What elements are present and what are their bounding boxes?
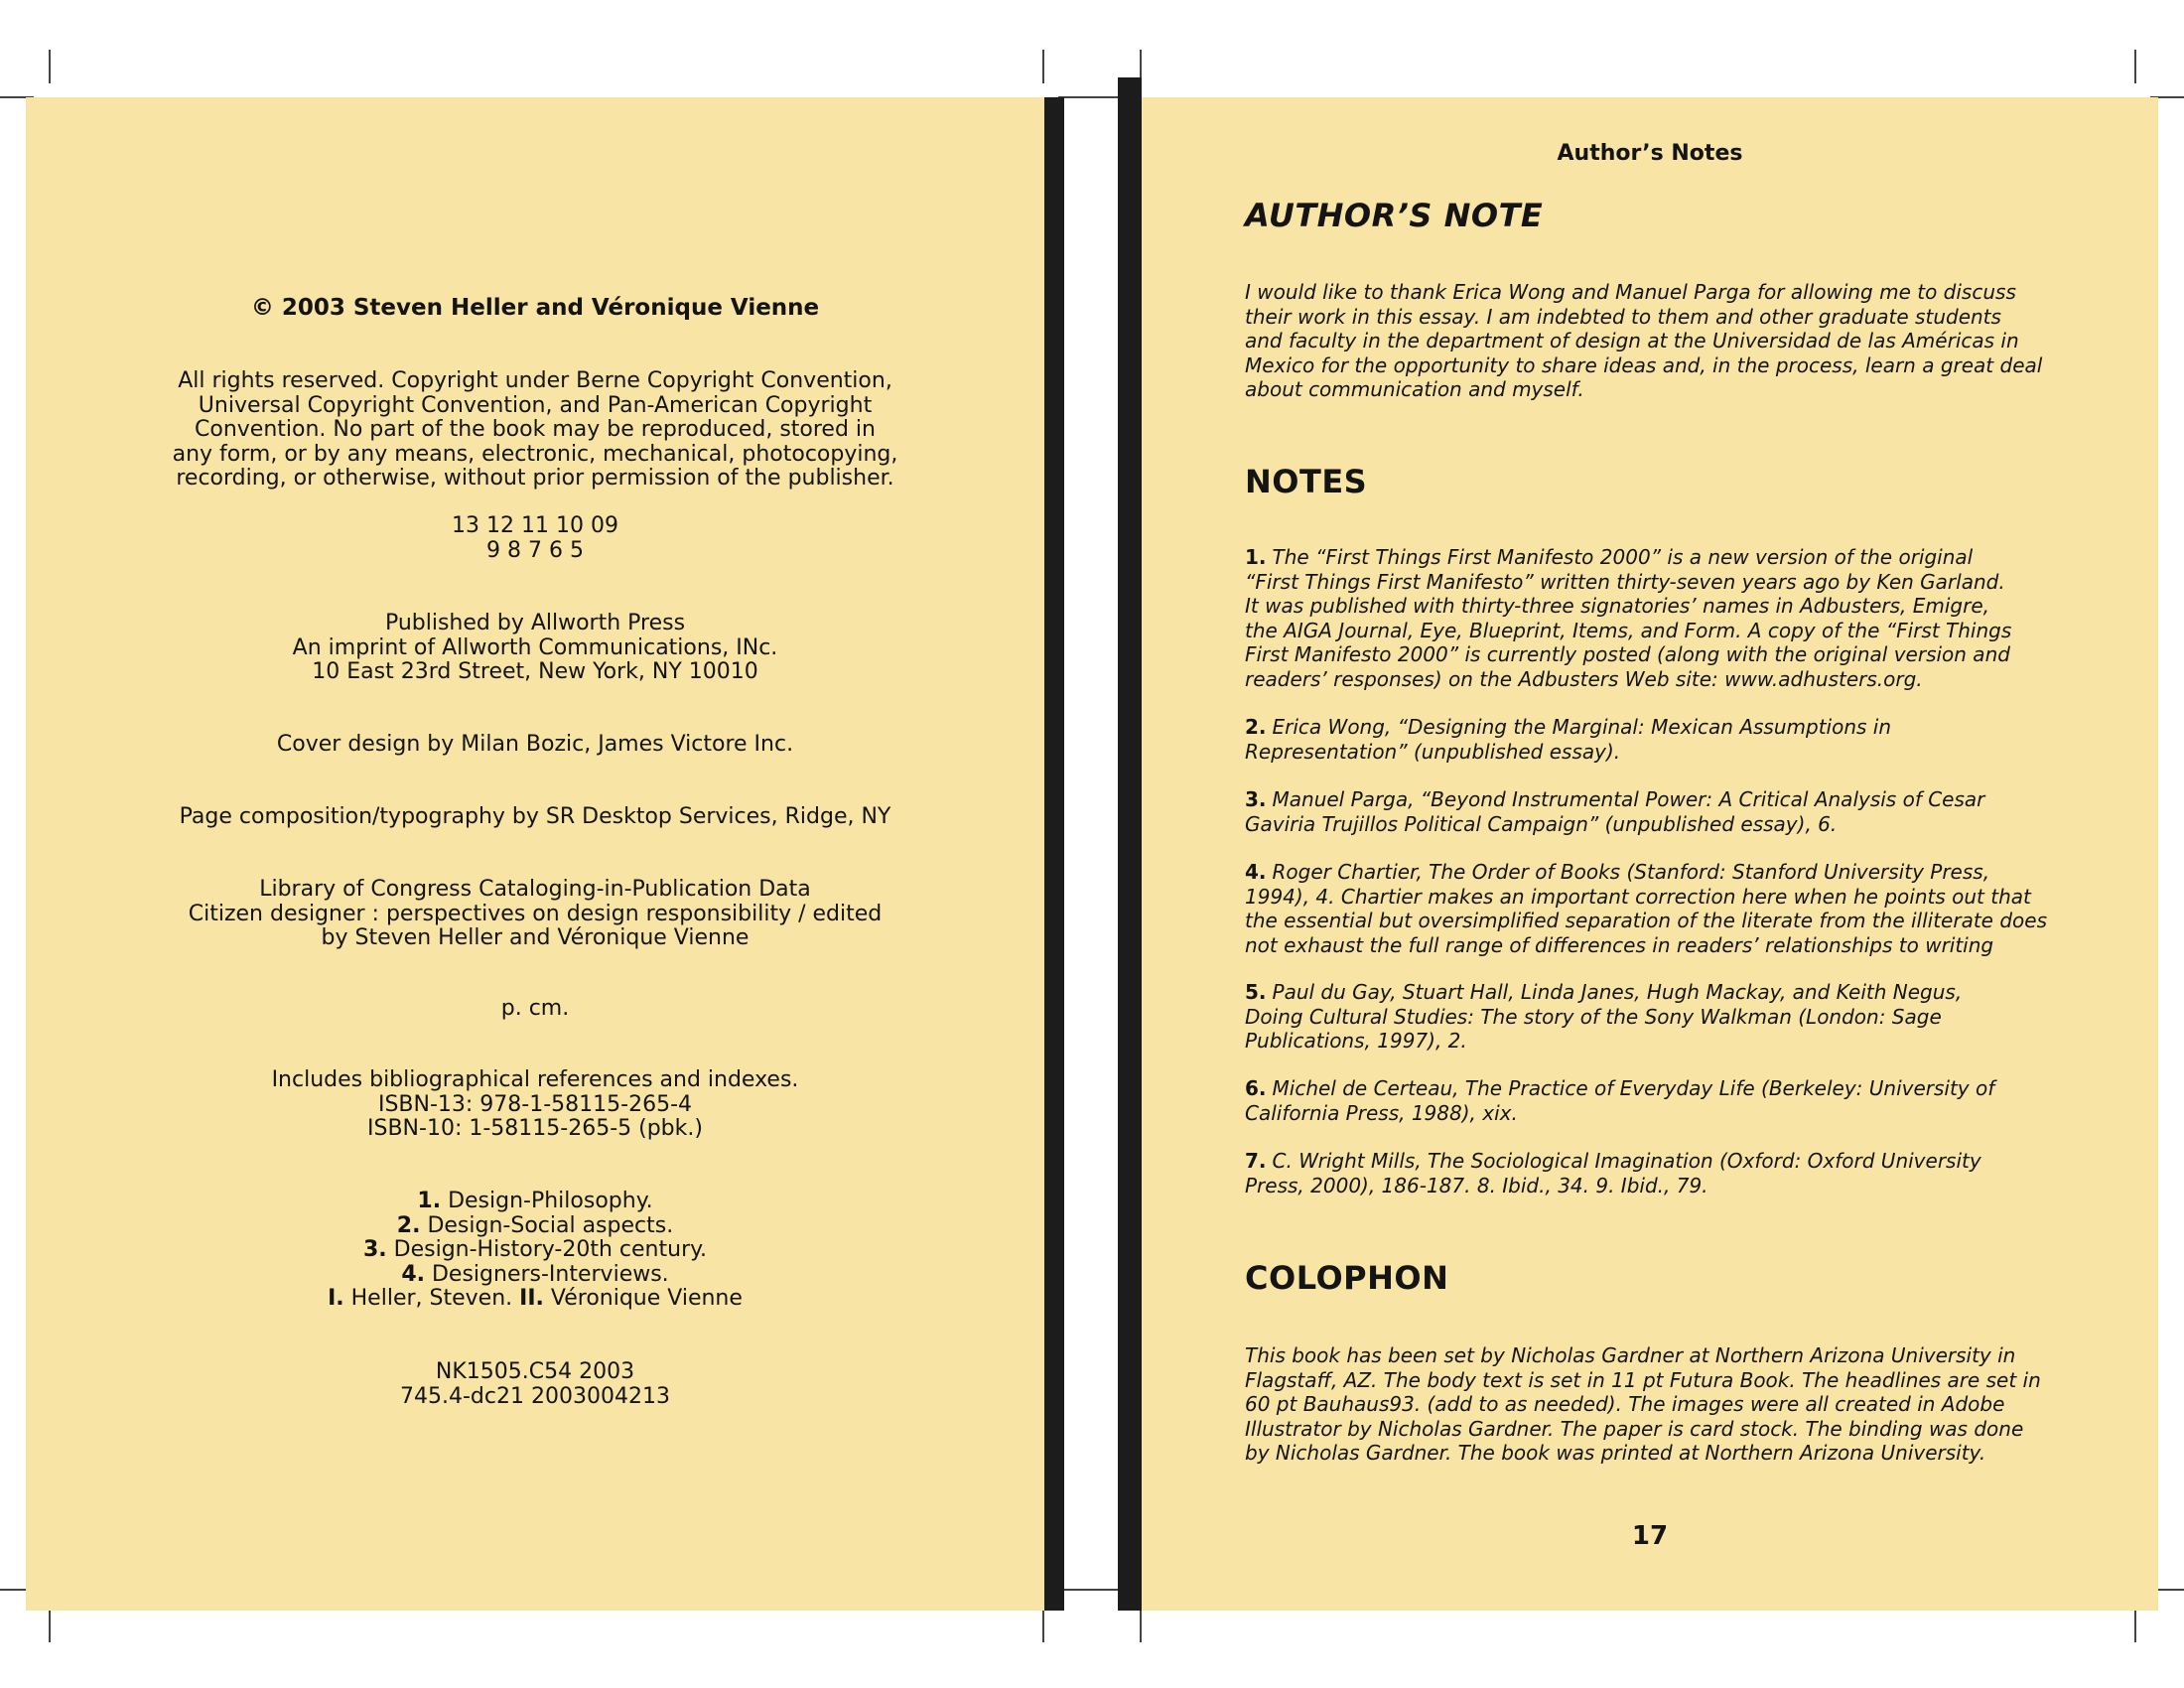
isbn10-line: ISBN-10: 1-58115-265-5 (pbk.) bbox=[367, 1116, 703, 1141]
text-line: Press, 2000), 186-187. 8. Ibid., 34. 9. Ibid., 79. bbox=[1245, 1173, 1708, 1197]
copyright-line: © 2003 Steven Heller and Véronique Vienne bbox=[250, 295, 820, 321]
cover-design-credit: Cover design by Milan Bozic, James Victore Inc. bbox=[276, 732, 794, 757]
text-line: Illustrator by Nicholas Gardner. The paper is card stock. The binding was done bbox=[1245, 1416, 2024, 1441]
author-name: Heller, Steven. bbox=[350, 1286, 513, 1311]
book-spine-right bbox=[1118, 77, 1142, 1611]
note-number: 3. bbox=[1245, 787, 1267, 811]
rights-line: Convention. No part of the book may be reproduced, stored in bbox=[195, 417, 876, 442]
subject-number: 3. bbox=[362, 1237, 387, 1262]
call-number-block bbox=[26, 1360, 1044, 1409]
subject-line bbox=[26, 1238, 1044, 1263]
subject-text: Design-Philosophy. bbox=[448, 1189, 653, 1213]
crop-mark bbox=[1140, 1609, 1142, 1642]
note-number: 5. bbox=[1245, 980, 1267, 1004]
notes-page bbox=[1142, 97, 2158, 1611]
copyright-page bbox=[26, 97, 1044, 1611]
rights-line: recording, or otherwise, without prior permission of the publisher. bbox=[176, 466, 894, 491]
text-line: Publications, 1997), 2. bbox=[1245, 1029, 1467, 1053]
note-number: 6. bbox=[1245, 1076, 1267, 1100]
text-line: about communication and myself. bbox=[1245, 377, 1584, 401]
printing-numbers bbox=[26, 514, 1044, 563]
note-number: 4. bbox=[1245, 860, 1267, 884]
text-line: Mexico for the opportunity to share ideas and, in the process, learn a great deal bbox=[1245, 352, 2043, 377]
subject-text: Designers-Interviews. bbox=[431, 1261, 669, 1287]
note-item-1 bbox=[1245, 545, 2118, 691]
crop-mark bbox=[2134, 50, 2136, 83]
text-line: by Nicholas Gardner. The book was printed at Northern Arizona University. bbox=[1245, 1441, 1986, 1465]
text-line: 2. Erica Wong, “Designing the Marginal: Mexican Assumptions in bbox=[1245, 715, 1892, 739]
subject-text: Design-History-20th century. bbox=[393, 1237, 707, 1262]
cip-block bbox=[26, 878, 1044, 951]
printing-line: 13 12 11 10 09 bbox=[452, 513, 618, 538]
rights-line: Universal Copyright Convention, and Pan-American Copyright bbox=[198, 392, 873, 418]
authors-line bbox=[26, 1287, 1044, 1312]
subject-number: 2. bbox=[396, 1212, 421, 1238]
text-line: Doing Cultural Studies: The story of the Sony Walkman (London: Sage bbox=[1245, 1004, 1942, 1029]
page-number: 17 bbox=[1631, 1521, 1669, 1551]
call-number-line: NK1505.C54 2003 bbox=[435, 1359, 635, 1384]
call-number-line: 745.4-dc21 2003004213 bbox=[400, 1383, 670, 1409]
text-line: “First Things First Manifesto” written thirty-seven years ago by Ken Garland. bbox=[1245, 569, 2005, 594]
text-line: 1. The “First Things First Manifesto 2000” is a new version of the original bbox=[1245, 545, 1974, 569]
rights-line: any form, or by any means, electronic, mechanical, photocopying, bbox=[172, 441, 898, 467]
text-line: the AIGA Journal, Eye, Blueprint, Items, and Form. A copy of the “First Things bbox=[1245, 618, 2012, 642]
pcm-line: p. cm. bbox=[500, 996, 570, 1021]
subjects-block bbox=[26, 1190, 1044, 1312]
subject-line bbox=[26, 1190, 1044, 1214]
text-line: 3. Manuel Parga, “Beyond Instrumental Power: A Critical Analysis of Cesar bbox=[1245, 787, 1985, 811]
subject-line bbox=[26, 1263, 1044, 1288]
authors-note-text bbox=[1245, 280, 2118, 402]
composition-credit: Page composition/typography by SR Desktop Services, Ridge, NY bbox=[179, 804, 891, 829]
crop-mark bbox=[49, 50, 51, 83]
text-line: 5. Paul du Gay, Stuart Hall, Linda Janes, Hugh Mackay, and Keith Negus, bbox=[1245, 980, 1963, 1004]
book-spine-left bbox=[1044, 97, 1064, 1611]
text-line: their work in this essay. I am indebted to them and other graduate students bbox=[1245, 304, 2001, 329]
cip-line: by Steven Heller and Véronique Vienne bbox=[321, 925, 750, 950]
note-number: 2. bbox=[1245, 715, 1267, 739]
text-line: Gaviria Trujillos Political Campaign” (unpublished essay), 6. bbox=[1245, 811, 1838, 836]
rights-block bbox=[26, 369, 1044, 492]
note-item-6 bbox=[1245, 1076, 2118, 1125]
text-line: Flagstaff, AZ. The body text is set in 11 pt Futura Book. The headlines are set in bbox=[1245, 1367, 2041, 1392]
text-line: and faculty in the department of design at the Universidad de las Américas in bbox=[1245, 329, 2019, 352]
note-item-5 bbox=[1245, 980, 2118, 1054]
biblio-line: Includes bibliographical references and indexes. bbox=[271, 1067, 799, 1092]
subject-text: Design-Social aspects. bbox=[427, 1212, 674, 1238]
text-line: First Manifesto 2000” is currently posted (along with the original version and bbox=[1245, 642, 2010, 666]
text-line: the essential but oversimplified separation of the literate from the illiterate does bbox=[1245, 909, 2047, 932]
note-item-4 bbox=[1245, 860, 2118, 957]
crop-mark bbox=[1042, 1609, 1044, 1642]
text-line: not exhaust the full range of differences in readers’ relationships to writing bbox=[1245, 932, 1994, 957]
colophon-heading: COLOPHON bbox=[1245, 1259, 1449, 1297]
note-number: 1. bbox=[1245, 545, 1267, 569]
text-line: 6. Michel de Certeau, The Practice of Everyday Life (Berkeley: University of bbox=[1245, 1076, 1995, 1100]
running-head: Author’s Notes bbox=[1557, 141, 1743, 166]
printing-line: 9 8 7 6 5 bbox=[486, 537, 584, 563]
publisher-line: 10 East 23rd Street, New York, NY 10010 bbox=[312, 659, 758, 684]
authors-note-heading: AUTHOR’S NOTE bbox=[1245, 197, 1544, 234]
text-line: 4. Roger Chartier, The Order of Books (Stanford: Stanford University Press, bbox=[1245, 860, 1990, 884]
notes-heading: NOTES bbox=[1245, 463, 1368, 500]
subject-number: 1. bbox=[417, 1189, 442, 1213]
rights-line: All rights reserved. Copyright under Berne Copyright Convention, bbox=[178, 368, 892, 393]
text-line: 7. C. Wright Mills, The Sociological Imagination (Oxford: Oxford University bbox=[1245, 1149, 1981, 1173]
subject-line bbox=[26, 1214, 1044, 1239]
subject-number: 4. bbox=[401, 1261, 425, 1287]
note-number: 7. bbox=[1245, 1149, 1267, 1173]
text-line: Representation” (unpublished essay). bbox=[1245, 739, 1621, 764]
cip-line: Library of Congress Cataloging-in-Publication Data bbox=[259, 877, 811, 902]
note-item-3 bbox=[1245, 787, 2118, 836]
colophon-text bbox=[1245, 1343, 2118, 1466]
note-item-2 bbox=[1245, 715, 2118, 764]
text-line: readers’ responses) on the Adbusters Web site: www.adhusters.org. bbox=[1245, 666, 1923, 691]
text-line: 60 pt Bauhaus93. (add to as needed). The images were all created in Adobe bbox=[1245, 1392, 2005, 1416]
crop-mark bbox=[1042, 50, 1044, 83]
text-line: California Press, 1988), xix. bbox=[1245, 1100, 1518, 1125]
text-line: I would like to thank Erica Wong and Manuel Parga for allowing me to discuss bbox=[1245, 280, 2016, 304]
crop-mark bbox=[2134, 1609, 2136, 1642]
author-number: I. bbox=[328, 1286, 344, 1311]
text-line: It was published with thirty-three signatories’ names in Adbusters, Emigre, bbox=[1245, 594, 1990, 618]
isbn13-line: ISBN-13: 978-1-58115-265-4 bbox=[377, 1091, 693, 1117]
note-item-7 bbox=[1245, 1149, 2118, 1197]
biblio-block bbox=[26, 1068, 1044, 1142]
text-line: This book has been set by Nicholas Gardner at Northern Arizona University in bbox=[1245, 1343, 2016, 1367]
cip-line: Citizen designer : perspectives on design responsibility / edited bbox=[188, 901, 883, 926]
publisher-line: An imprint of Allworth Communications, INc. bbox=[292, 634, 778, 660]
text-line: 1994), 4. Chartier makes an important correction here when he points out that bbox=[1245, 884, 2031, 909]
publisher-block bbox=[26, 612, 1044, 685]
author-name: Véronique Vienne bbox=[550, 1286, 743, 1311]
publisher-line: Published by Allworth Press bbox=[384, 611, 686, 635]
author-number: II. bbox=[519, 1286, 544, 1311]
crop-mark bbox=[49, 1609, 51, 1642]
